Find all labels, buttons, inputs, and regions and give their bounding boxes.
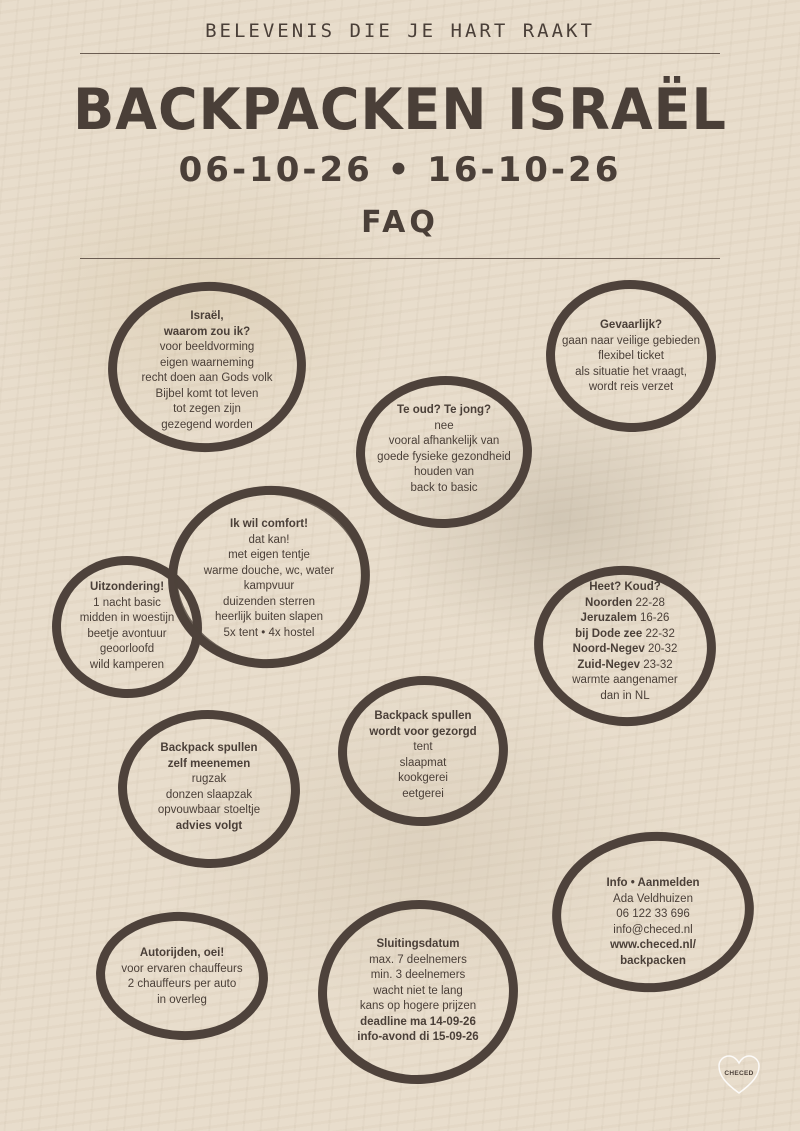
bubble-title: wordt voor gezorgd [369,725,477,738]
bubble-line: gaan naar veilige gebieden [561,334,701,347]
temp-range: 20-32 [647,643,678,655]
bubble-line: houden van [413,466,475,478]
advice-note: advies volgt [175,819,243,832]
bubble-line: wild kamperen [89,658,165,671]
weather-row [534,642,716,658]
contact-name: Ada Veldhuizen [613,892,693,905]
bubble-line: slaapmat [399,756,447,769]
website-link[interactable]: www.checed.nl/ [610,939,696,951]
place-name: bij Dode zee [575,627,643,640]
bubble-line: donzen slaapzak [165,788,253,801]
checed-logo: CHECED [724,1070,754,1077]
bubble-line: midden in woestijn [79,612,175,624]
bubble-line: recht doen aan Gods volk [141,372,273,384]
bubble-uitzondering [52,580,202,673]
weather-row [534,627,716,643]
tagline: BELEVENIS DIE JE HART RAAKT [205,20,595,42]
weather-row [534,596,716,612]
bubble-line: kookgerei [398,772,448,784]
bubble-autorijden [91,946,273,1008]
bubble-line: duizenden sterren [222,595,316,608]
bubble-line: back to basic [410,481,478,494]
temp-range: 22-32 [645,627,675,640]
bubble-title: Ik wil comfort! [230,518,308,530]
bubble-line: in overleg [157,993,207,1006]
bubble-title: waarom zou ik? [163,325,251,338]
bubble-title: Te oud? Te jong? [396,404,492,416]
bubble-line: geoorloofd [99,643,155,655]
website-link[interactable]: backpacken [620,954,686,967]
bubble-title: Heet? Koud? [589,581,661,593]
place-name: Zuid-Negev [577,658,640,671]
bubble-weer [534,580,716,704]
bubble-israel [108,309,306,433]
bubble-title: Autorijden, oei! [139,947,225,959]
bubble-title: Gevaarlijk? [599,319,662,331]
bubble-line: nee [434,419,454,432]
temp-range: 16-26 [640,612,670,624]
bubble-meenemen [113,741,305,834]
place-name: Noord-Negev [572,643,645,655]
bubble-leeftijd [349,403,539,496]
bubble-line: warme douche, wc, water [203,564,335,577]
bubble-info [552,876,754,969]
bubble-line: max. 7 deelnemers [369,953,467,966]
page-title: BACKPACKEN ISRAËL [73,76,727,143]
place-name: Jeruzalem [580,612,637,624]
bubble-line: dat kan! [248,533,290,546]
bubble-line: 1 nacht basic [93,596,161,609]
info-evening-date: info-avond di 15-09-26 [357,1031,479,1043]
bubble-gezorgd [333,709,513,802]
contact-email: info@checed.nl [613,923,693,936]
bubble-title: Info • Aanmelden [606,877,700,889]
weather-row [534,611,716,627]
bubble-line: eigen waarneming [160,356,254,369]
trip-dates: 06-10-26 • 16-10-26 [178,150,622,190]
bubble-line: dan in NL [600,689,650,702]
bubble-line: beetje avontuur [87,627,167,640]
bubble-line: flexibel ticket [598,350,664,362]
bubble-line: als situatie het vraagt, [575,365,687,378]
bubble-line: Bijbel komt tot leven [155,387,259,400]
bubble-line: eetgerei [402,787,444,800]
bubble-title: Backpack spullen [160,742,258,754]
bubble-title: Israël, [190,310,224,322]
bubble-line: opvouwbaar stoeltje [157,804,261,816]
deadline-date: deadline ma 14-09-26 [360,1015,476,1028]
bubble-line: goede fysieke gezondheid [377,450,511,463]
bubble-line: min. 3 deelnemers [370,969,466,981]
place-name: Noorden [585,596,633,609]
bubble-sluiting [318,937,518,1046]
bubble-line: kans op hogere prijzen [359,1000,477,1012]
bubble-title: Sluitingsdatum [376,938,460,950]
bubble-title: Backpack spullen [374,710,472,722]
bottom-divider [80,258,720,259]
bubble-line: 5x tent • 4x hostel [223,626,315,639]
bubble-line: tent [413,741,433,753]
bubble-line: voor beeldvorming [159,341,255,353]
bubble-line: voor ervaren chauffeurs [121,962,243,975]
contact-phone: 06 122 33 696 [616,908,690,920]
bubble-line: met eigen tentje [228,549,310,561]
faq-heading: FAQ [361,205,439,240]
bubble-title: Uitzondering! [89,581,165,593]
bubble-line: 2 chauffeurs per auto [127,978,237,990]
bubble-gevaarlijk [541,318,721,396]
bubble-line: heerlijk buiten slapen [214,611,324,623]
bubble-line: kampvuur [243,580,295,592]
bubble-line: gezegend worden [161,418,253,431]
bubble-line: wacht niet te lang [373,984,463,997]
bubble-line: warmte aangenamer [572,674,678,686]
top-divider [80,53,720,54]
bubble-line: vooral afhankelijk van [388,435,500,447]
temp-range: 23-32 [643,658,673,671]
bubble-title: zelf meenemen [167,757,251,770]
temp-range: 22-28 [635,596,665,609]
weather-row [534,658,716,674]
bubble-line: tot zegen zijn [173,403,241,415]
bubble-line: rugzak [191,773,227,785]
bubble-line: wordt reis verzet [588,381,674,393]
